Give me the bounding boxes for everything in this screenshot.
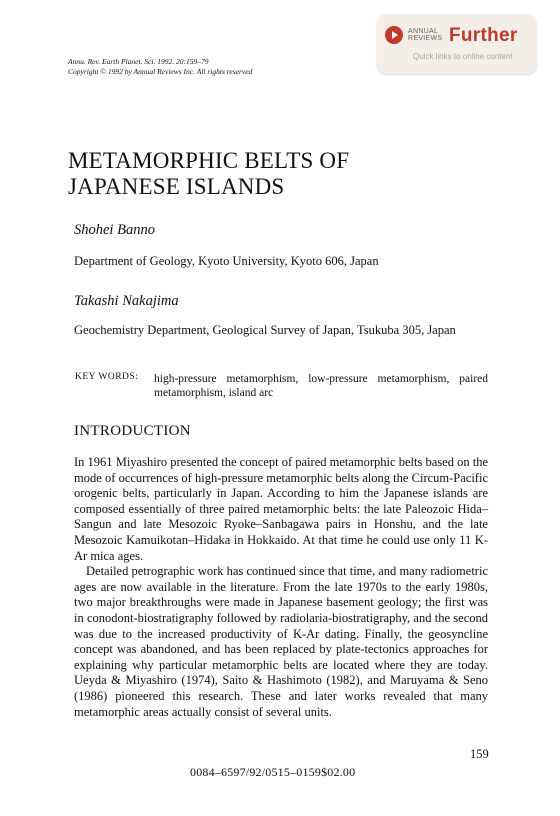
article-code: 0084–6597/92/0515–0159$02.00 bbox=[190, 765, 356, 779]
page-number: 159 bbox=[470, 747, 489, 761]
title-line-2: JAPANESE ISLANDS bbox=[68, 174, 285, 199]
brand-line-1: ANNUAL bbox=[408, 28, 439, 35]
title-line-1: METAMORPHIC BELTS OF bbox=[68, 148, 350, 173]
citation-line-1: Annu. Rev. Earth Planet. Sci. 1992. 20:159–79 bbox=[68, 57, 209, 66]
author-name: Shohei Banno bbox=[74, 222, 155, 238]
section-body bbox=[74, 455, 488, 720]
paragraph: In 1961 Miyashiro presented the concept of paired metamorphic belts based on the mode of occurrences of high-pressure metamorphic belts along the Circum-Pacific orogenic belts, particularly in Japan. According to him the Japanese islands are composed essentially of three paired metamorphic belts: the late Paleozoic Hida–Sangun and late Mesozoic Ryoke–Sanbagawa pairs in Honshu, and the late Mesozoic Kamuikotan–Hidaka in Hokkaido. At that time he could use only 11 K-Ar mica ages. bbox=[74, 455, 488, 563]
further-subtitle: Quick links to online content bbox=[413, 52, 513, 61]
author-affiliation: Department of Geology, Kyoto University, Kyoto 606, Japan bbox=[74, 254, 379, 268]
annual-reviews-brand bbox=[408, 28, 442, 42]
author-affiliation: Geochemistry Department, Geological Survey of Japan, Tsukuba 305, Japan bbox=[74, 323, 456, 337]
further-banner[interactable] bbox=[377, 14, 537, 74]
article-title bbox=[68, 148, 349, 200]
author-name: Takashi Nakajima bbox=[74, 293, 179, 309]
keywords-text: high-pressure metamorphism, low-pressure metamorphism, paired metamorphism, island arc bbox=[154, 373, 488, 399]
journal-citation bbox=[68, 57, 252, 77]
paragraph: Detailed petrographic work has continued since that time, and many radiometric ages are now available in the literature. From the late 1970s to the early 1980s, two major breakthroughs were made in Japanese basement geology; the first was in conodont-biostratigraphy followed by radiolaria-biostratigraphy, and the second was due to the increased productivity of K-Ar dating. Finally, the geosyncline concept was abandoned, and has been replaced by plate-tectonics approaches for explaining why particular metamorphic belts are located where they are today. Ueyda & Miyashiro (1974), Saito & Hashimoto (1982), and Maruyama & Seno (1986) pioneered this research. These and later works revealed that many metamorphic areas actually consist of several units. bbox=[74, 564, 488, 719]
citation-line-2: Copyright © 1992 by Annual Reviews Inc. All rights reserved bbox=[68, 67, 253, 76]
further-wordmark: Further bbox=[449, 25, 518, 46]
brand-line-2: REVIEWS bbox=[408, 35, 443, 42]
play-arrow-icon bbox=[385, 26, 403, 44]
keywords-label: KEY WORDS: bbox=[75, 372, 139, 382]
section-heading: INTRODUCTION bbox=[74, 423, 191, 439]
